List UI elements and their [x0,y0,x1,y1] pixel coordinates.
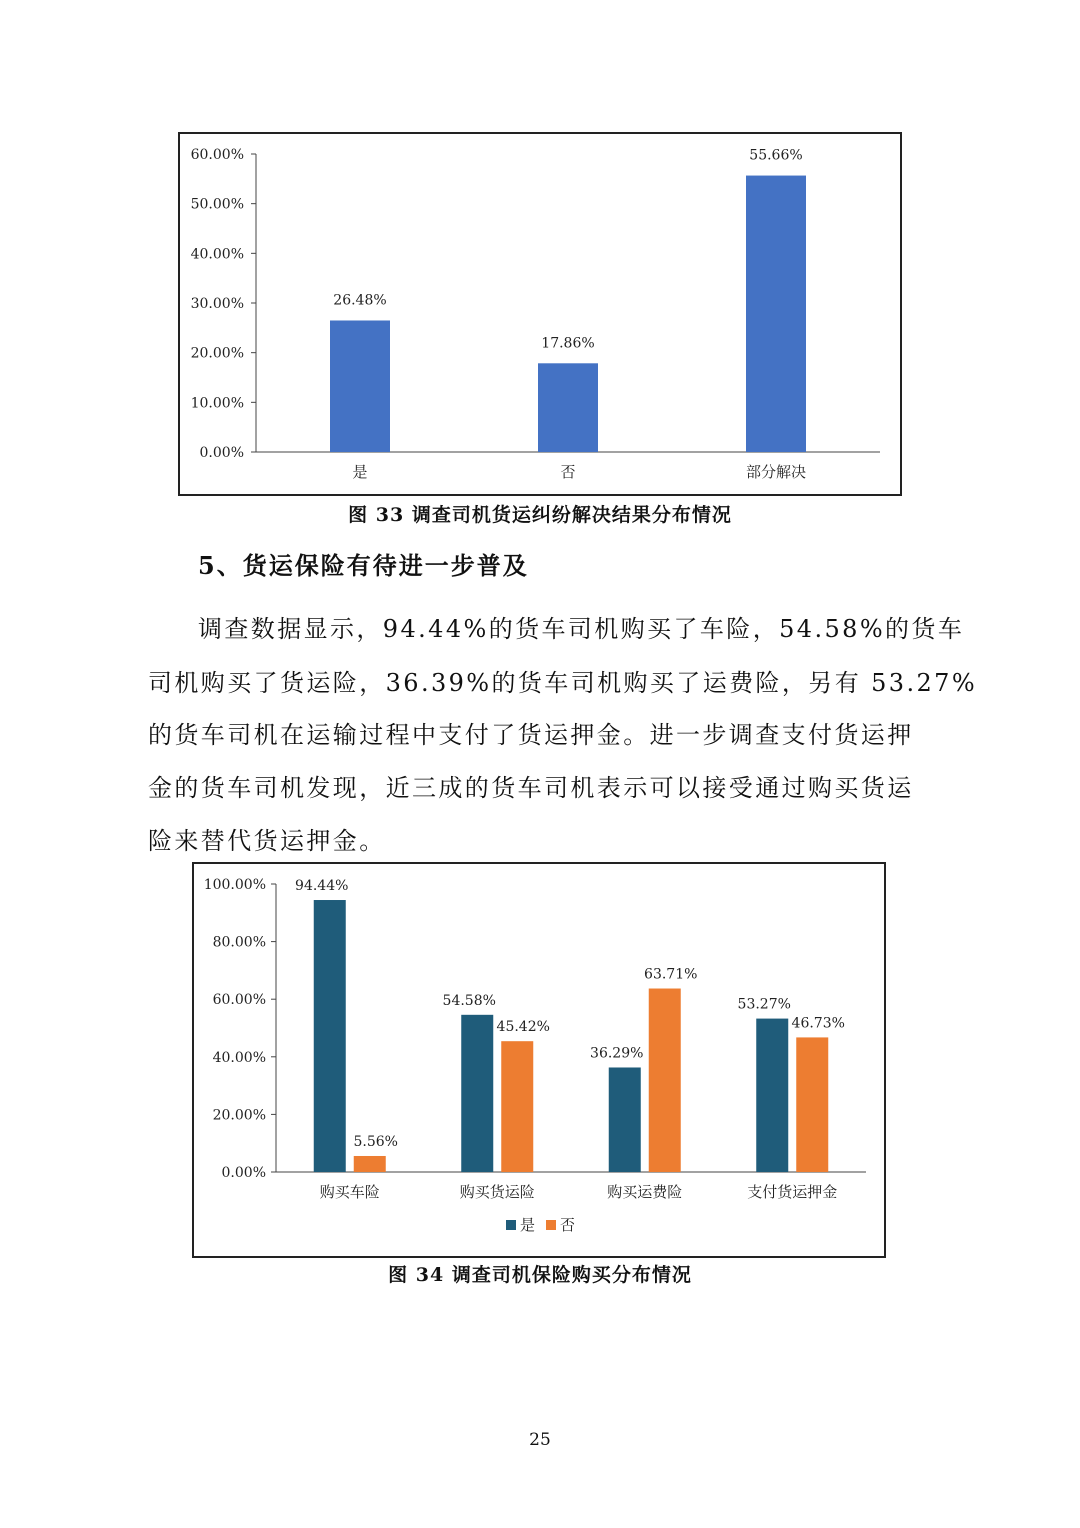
chart-figure-34 [192,862,886,1258]
y-tick-label: 0.00% [199,445,244,461]
data-label: 45.42% [496,1019,550,1036]
section-heading: 5、货运保险有待进一步普及 [198,551,529,580]
bar [746,176,806,452]
data-label: 36.29% [590,1045,644,1062]
x-tick-label: 购买运费险 [607,1183,683,1201]
data-label: 55.66% [749,147,803,164]
paragraph-line-1: 调查数据显示，94.44%的货车司机购买了车险，54.58%的货车 [198,615,965,643]
legend-label: 是 [520,1216,536,1234]
y-tick-label: 20.00% [190,345,244,362]
y-tick-label: 30.00% [190,296,244,312]
x-tick-label: 购买货运险 [459,1183,535,1201]
chart-figure-33 [178,132,902,496]
y-tick-label: 60.00% [190,147,244,163]
chart-33-svg [180,134,900,494]
page-number: 25 [529,1430,551,1450]
y-tick-label: 100.00% [203,877,266,893]
y-tick-label: 10.00% [190,395,244,412]
data-label: 63.71% [644,966,698,983]
x-tick-label: 是 [352,463,368,481]
y-tick-label: 80.00% [212,934,266,951]
x-tick-label: 否 [560,463,576,481]
bar [330,320,390,452]
y-tick-label: 0.00% [221,1165,266,1181]
data-label: 53.27% [737,996,791,1013]
bar-yes [609,1067,641,1172]
legend-swatch [546,1220,556,1230]
x-tick-label: 支付货运押金 [747,1183,838,1201]
figure-33-caption: 图 33 调查司机货运纠纷解决结果分布情况 [348,504,732,526]
figure-34-caption: 图 34 调查司机保险购买分布情况 [388,1264,692,1286]
data-label: 26.48% [333,292,387,309]
bar [538,363,598,452]
paragraph-line-3: 的货车司机在运输过程中支付了货运押金。进一步调查支付货运押 [148,721,914,749]
bar-no [501,1041,533,1172]
y-tick-label: 20.00% [212,1107,266,1124]
y-tick-label: 40.00% [212,1049,266,1066]
bar-yes [756,1019,788,1172]
paragraph-line-4: 金的货车司机发现，近三成的货车司机表示可以接受通过购买货运 [148,774,914,802]
bar-no [649,989,681,1172]
legend-swatch [506,1220,516,1230]
bar-no [354,1156,386,1172]
data-label: 5.56% [353,1133,398,1150]
paragraph-line-5: 险来替代货运押金。 [148,827,386,855]
data-label: 54.58% [442,992,496,1009]
y-tick-label: 60.00% [212,992,266,1009]
data-label: 94.44% [295,878,349,895]
data-label: 17.86% [541,335,595,352]
legend-label: 否 [560,1216,576,1234]
chart-34-svg [194,864,884,1256]
data-label: 46.73% [791,1015,845,1032]
y-tick-label: 50.00% [190,196,244,213]
bar-yes [314,900,346,1172]
bar-yes [461,1015,493,1172]
y-tick-label: 40.00% [190,246,244,263]
x-tick-label: 购买车险 [319,1183,380,1201]
paragraph-line-2: 司机购买了货运险，36.39%的货车司机购买了运费险，另有 53.27% [148,669,978,697]
x-tick-label: 部分解决 [745,463,807,481]
bar-no [796,1037,828,1172]
